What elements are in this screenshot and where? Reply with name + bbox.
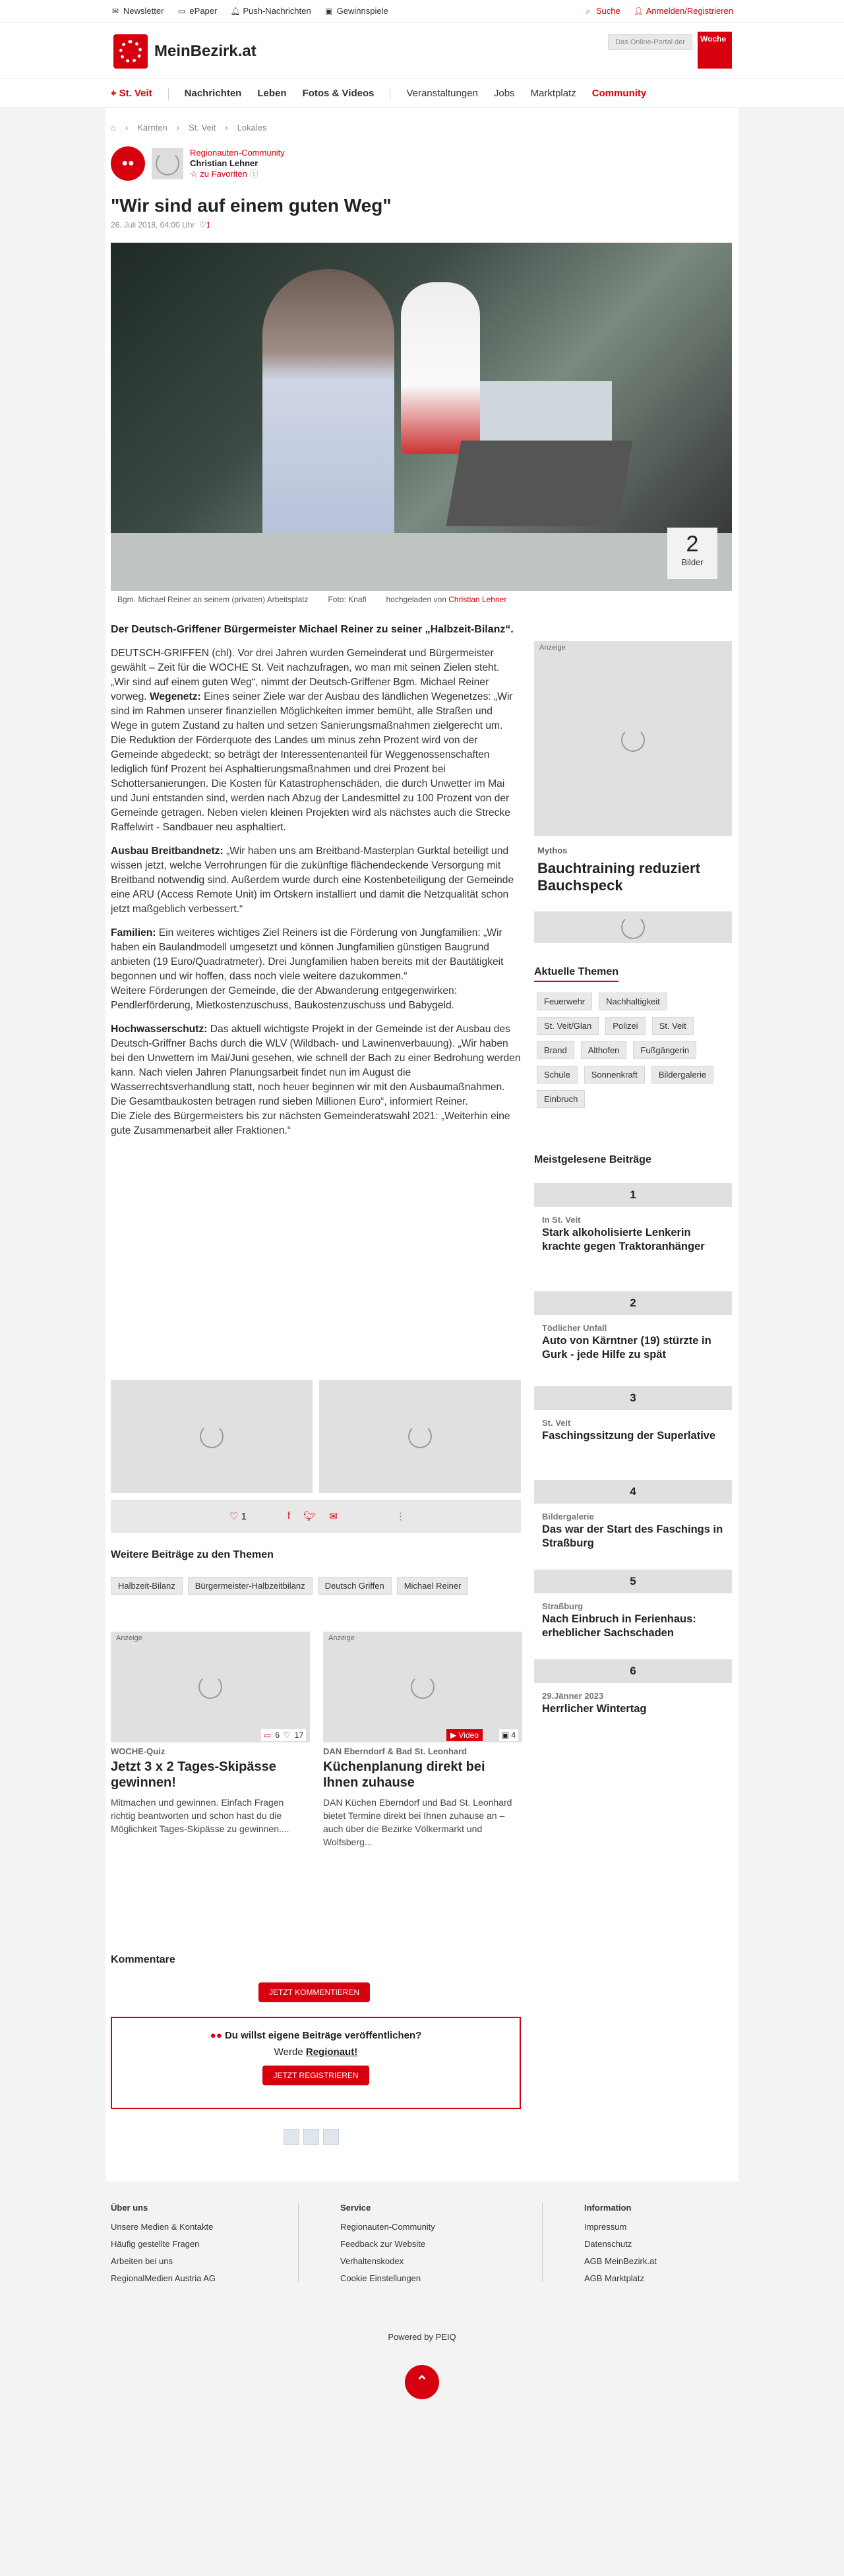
- gallery-image[interactable]: [319, 1380, 521, 1493]
- teaser-title[interactable]: Küchenplanung direkt bei Ihnen zuhause: [323, 1760, 485, 1790]
- topic-tag[interactable]: St. Veit: [652, 1017, 694, 1035]
- nav-community[interactable]: Community: [591, 88, 647, 99]
- topic-tag[interactable]: Brand: [537, 1041, 574, 1059]
- paragraph: Hochwasserschutz: Das aktuell wichtigste Projekt in der Gemeinde ist der Ausbau des Deutsch-Griffner Bachs durch die WLV (Wildbach- und Lawinenverbauung). „Wir haben bei den Unwettern im Mai/Juni gesehen, wie schnell der Bach zu einer Bedrohung werden kann. Nach vielen Jahren Planungsarbeit findet nun im August die Wasserrechtsverhandlung statt, noch heuer beginnen wir mit den Ausbaumaßnahmen. Die Gesamtbaukosten betragen rund sieben Millionen Euro“, informiert Reiner. Die Ziele des Bürgermeisters bis zur nächsten Gemeinderatswahl 2021: „Weiterhin eine gute Zusammenarbeit aller Fraktionen.“: [111, 1024, 521, 1136]
- footer-link[interactable]: Unsere Medien & Kontakte: [111, 2222, 214, 2232]
- breadcrumb-item[interactable]: St. Veit: [189, 123, 216, 133]
- ad-category: Mythos: [537, 845, 568, 855]
- popular-item[interactable]: 5 Straßburg Nach Einbruch in Ferienhaus: erheblicher Sachschaden: [534, 1570, 732, 1640]
- teaser-image[interactable]: Anzeige ▶ Video ▣ 4: [323, 1632, 522, 1742]
- footer-column: Über uns Unsere Medien & Kontakte Häufig gestellte Fragen Arbeiten bei uns RegionalMedien Austria AG: [111, 2203, 216, 2283]
- tag[interactable]: Halbzeit-Bilanz: [111, 1577, 183, 1595]
- star-icon: ☆: [190, 169, 200, 179]
- ad-title[interactable]: Bauchtraining reduziert Bauchspeck: [537, 860, 700, 894]
- loading-spinner: [408, 1425, 432, 1448]
- author-name[interactable]: Christian Lehner: [190, 158, 258, 168]
- nav-veranstaltungen[interactable]: Veranstaltungen: [406, 88, 478, 99]
- nav-marktplatz[interactable]: Marktplatz: [530, 88, 576, 99]
- heart-icon: ♡: [283, 1731, 291, 1740]
- loading-spinner: [200, 1425, 224, 1448]
- login-link[interactable]: 👤︎ Anmelden/Registrieren: [633, 6, 733, 16]
- camera-icon: ▣: [501, 1731, 512, 1740]
- like-button[interactable]: ♡ 1: [229, 1511, 247, 1522]
- search-link[interactable]: ⌕ Suche: [584, 6, 620, 16]
- video-badge: ▶ Video: [446, 1729, 483, 1741]
- tag[interactable]: Bürgermeister-Halbzeitbilanz: [188, 1577, 313, 1595]
- more-articles-title: Weitere Beiträge zu den Themen: [111, 1549, 274, 1560]
- article-body: [111, 623, 521, 1148]
- teaser-card[interactable]: [111, 1632, 310, 1835]
- topic-tag[interactable]: Feuerwehr: [537, 993, 592, 1010]
- community-icon: ●●: [210, 2030, 225, 2041]
- nav-divider: [168, 88, 169, 100]
- popular-title: Meistgelesene Beiträge: [534, 1154, 651, 1165]
- social-icon[interactable]: [303, 2129, 319, 2145]
- breadcrumb: [111, 123, 266, 133]
- nav-jobs[interactable]: Jobs: [493, 88, 515, 99]
- footer-divider: [542, 2203, 543, 2282]
- location-pin-icon: ⌖: [111, 88, 119, 99]
- paragraph: Familien: Ein weiteres wichtiges Ziel Reiners ist die Förderung von Jungfamilien: „Wir haben ein Baulandmodell umgesetzt und können Jungfamilien günstigen Baugrund anbieten (19 Euro/Quadratmeter). Drei Jungfamilien haben bereits mit der Bautätigkeit begonnen und wir hoffen, dass noch viele weitere dazukommen.“ Weitere Förderungen der Gemeinde, die der Abwanderung entgegenwirken: Pendlerförderung, Mietkostenzuschuss, Baukostenzuschuss und Babygeld.: [111, 927, 504, 1011]
- register-box: ●● Du willst eigene Beiträge veröffentlichen? Werde Regionaut! JETZT REGISTRIEREN: [111, 2017, 521, 2109]
- main-nav: [0, 78, 844, 108]
- loading-spinner: [621, 728, 645, 752]
- social-icon[interactable]: [323, 2129, 339, 2145]
- teaser-text: DAN Küchen Eberndorf und Bad St. Leonhard bietet Termine direkt bei Ihnen zuhause an – auch über die Bezirke Völkermarkt und Wolfsberg...: [323, 1797, 512, 1847]
- chevron-icon: ›: [125, 123, 129, 133]
- footer-link[interactable]: Datenschutz: [584, 2239, 632, 2249]
- community-logo[interactable]: ●●: [111, 146, 145, 181]
- footer-link[interactable]: Arbeiten bei uns: [111, 2256, 173, 2266]
- image-count: ▣ 4: [499, 1729, 518, 1741]
- author-box: [111, 146, 285, 181]
- image-count-badge[interactable]: 2 Bilder: [667, 528, 717, 579]
- regionaut-link[interactable]: Regionaut!: [305, 2046, 358, 2058]
- favorites-button[interactable]: ☆ zu Favoriten ⓘ: [190, 169, 258, 179]
- ad-loader: [534, 911, 732, 943]
- portal-tag: Das Online-Portal der: [608, 34, 692, 50]
- social-icon[interactable]: [284, 2129, 299, 2145]
- search-icon: ⌕: [586, 6, 591, 16]
- paragraph: DEUTSCH-GRIFFEN (chl). Vor drei Jahren wurden Gemeinderat und Bürgermeister gewählt – Zeit für die WOCHE St. Veit nachzufragen, wo man mit seinen Zielen steht. „Wir sind auf einem guten Weg“, nimmt der Deutsch-Griffener Bgm. Michael Reiner vorweg. Wegenetz: Eines seiner Ziele war der Ausbau des ländlichen Wegenetzes: „Wir sind im Rahmen unserer finanziellen Möglichkeiten immer bemüht, alle Straßen und Wege in gutem Zustand zu halten und setzen Sanierungsmaßnahmen zielgerecht um. Die Reduktion der Förderquote des Landes um minus zehn Prozent wird von der Gemeinde abgedeckt; so beträgt der Interessentenanteil für Weggenossenschaften lediglich fünf Prozent bei Asphaltierungsmaßnahmen und drei Prozent bei Schottersanierungen. Die Kosten für Katastrophenschäden, die durch Unwetter im Mai und Juni entstanden sind, werden nach Abzug der Landesmittel zu 100 Prozent von der Gemeinde getragen. Neben vielen kleinen Projekten wird als nächstes auch die Strecke Raffelwirt - Sandbauer neu asphaltiert.: [111, 648, 513, 833]
- topic-tag[interactable]: Fußgängerin: [633, 1041, 696, 1059]
- woche-logo: Woche: [698, 32, 732, 69]
- site-logo[interactable]: [113, 34, 256, 69]
- topics-title: Aktuelle Themen: [534, 966, 618, 982]
- double-chevron-up-icon: ⌃: [415, 2373, 429, 2389]
- chevron-icon: ›: [176, 123, 180, 133]
- comment-button[interactable]: JETZT KOMMENTIEREN: [258, 1982, 370, 2002]
- more-options-icon[interactable]: ⋮: [396, 1511, 406, 1522]
- topic-tag[interactable]: Polizei: [605, 1017, 645, 1035]
- breadcrumb-item[interactable]: Kärnten: [137, 123, 167, 133]
- gewinnspiele-link[interactable]: ▣ Gewinnspiele: [325, 6, 388, 16]
- footer-link[interactable]: RegionalMedien Austria AG: [111, 2273, 216, 2283]
- logo-icon: [113, 34, 148, 69]
- article-image[interactable]: [111, 243, 732, 591]
- teaser-text: Mitmachen und gewinnen. Einfach Fragen richtig beantworten und schon hast du die Möglichkeit Tages-Skipässe zu gewinnen....: [111, 1797, 289, 1834]
- teaser-category: DAN Eberndorf & Bad St. Leonhard: [323, 1746, 467, 1756]
- loading-spinner: [156, 152, 179, 175]
- powered-by[interactable]: Powered by PEIQ: [388, 2332, 456, 2342]
- footer-link[interactable]: Regionauten-Community: [340, 2222, 435, 2232]
- teaser-card[interactable]: [323, 1632, 522, 1849]
- footer-column: Service Regionauten-Community Feedback zur Website Verhaltenskodex Cookie Einstellungen: [340, 2203, 435, 2283]
- image-caption: Bgm. Michael Reiner an seinem (privaten) Arbeitsplatz Foto: Knafl hochgeladen von Christian Lehner: [117, 595, 507, 604]
- loading-spinner: [621, 915, 645, 939]
- topic-tag[interactable]: Althofen: [581, 1041, 627, 1059]
- sidebar-ad[interactable]: Anzeige: [534, 641, 732, 836]
- footer-column: Information Impressum Datenschutz AGB MeinBezirk.at AGB Marktplatz: [584, 2203, 657, 2283]
- play-icon: ▶: [450, 1731, 459, 1740]
- twitter-icon[interactable]: 🐦︎: [303, 1511, 316, 1522]
- nav-leben[interactable]: Leben: [257, 88, 287, 99]
- tag[interactable]: Deutsch Griffen: [318, 1577, 392, 1595]
- article-tags: [111, 1577, 521, 1595]
- scroll-to-top-button[interactable]: [405, 2365, 439, 2399]
- article-date: 26. Juli 2018, 04:00 Uhr ♡1: [111, 220, 211, 230]
- chevron-icon: ›: [225, 123, 228, 133]
- nav-location[interactable]: ⌖ St. Veit: [111, 88, 152, 99]
- footer-link[interactable]: AGB Marktplatz: [584, 2273, 645, 2283]
- teaser-image[interactable]: Anzeige ▭ 6 ♡ 17: [111, 1632, 310, 1742]
- site-name: MeinBezirk.at: [154, 42, 256, 60]
- topic-tag[interactable]: Schule: [537, 1066, 578, 1084]
- image-gallery: [111, 1380, 521, 1493]
- mail-share-icon[interactable]: ✉: [329, 1511, 338, 1522]
- topic-tag[interactable]: Nachhaltigkeit: [599, 993, 667, 1010]
- paper-icon: ▭: [177, 6, 186, 16]
- topic-tag[interactable]: Sonnenkraft: [584, 1066, 645, 1084]
- avatar[interactable]: [152, 148, 183, 179]
- bell-icon: 🔔︎: [230, 6, 241, 16]
- epaper-link[interactable]: ▭ ePaper: [177, 6, 218, 16]
- popular-item[interactable]: 1 In St. Veit Stark alkoholisierte Lenkerin krachte gegen Traktoranhänger: [534, 1183, 732, 1254]
- topic-tag[interactable]: Einbruch: [537, 1090, 585, 1108]
- footer-link[interactable]: AGB MeinBezirk.at: [584, 2256, 657, 2266]
- teaser-title[interactable]: Jetzt 3 x 2 Tages-Skipässe gewinnen!: [111, 1760, 276, 1790]
- breadcrumb-item[interactable]: Lokales: [237, 123, 267, 133]
- uploader-link[interactable]: Christian Lehner: [448, 595, 507, 604]
- topic-tag[interactable]: Bildergalerie: [651, 1066, 713, 1084]
- loading-spinner: [411, 1675, 435, 1699]
- footer-link[interactable]: Cookie Einstellungen: [340, 2273, 421, 2283]
- teaser-category: WOCHE-Quiz: [111, 1746, 166, 1756]
- article-title: "Wir sind auf einem guten Weg": [111, 195, 392, 216]
- heart-icon[interactable]: ♡: [199, 220, 206, 230]
- woche-brand[interactable]: [608, 32, 732, 69]
- tag[interactable]: Michael Reiner: [397, 1577, 469, 1595]
- info-icon: ⓘ: [247, 169, 258, 179]
- community-link[interactable]: Regionauten-Community: [190, 148, 285, 158]
- article-actions: [111, 1500, 521, 1533]
- paragraph: Ausbau Breitbandnetz: „Wir haben uns am Breitband-Masterplan Gurktal beteiligt und wissen jetzt, welche Verrohrungen für die zukünftige flächendeckende Versorgung mit Breitband notwendig sind. Außerdem wurde durch eine Kostenbeteiligung der Gemeinde eine ARU (Access Remote Unit) im Ortskern installiert und damit die Netzqualität schon jetzt maßgeblich verbessert.“: [111, 845, 514, 915]
- mail-icon: ✉: [111, 6, 119, 16]
- register-button[interactable]: JETZT REGISTRIEREN: [262, 2066, 369, 2085]
- footer-link[interactable]: Häufig gestellte Fragen: [111, 2239, 200, 2249]
- site-header: [0, 22, 844, 78]
- gallery-image[interactable]: [111, 1380, 313, 1493]
- topic-tag[interactable]: St. Veit/Glan: [537, 1017, 599, 1035]
- home-icon[interactable]: ⌂: [111, 123, 116, 133]
- footer-link[interactable]: Feedback zur Website: [340, 2239, 426, 2249]
- loading-spinner: [198, 1675, 222, 1699]
- comment-icon: ▭: [263, 1731, 272, 1740]
- push-link[interactable]: 🔔︎ Push-Nachrichten: [230, 6, 311, 16]
- comments-title: Kommentare: [111, 1954, 175, 1965]
- newsletter-link[interactable]: ✉ Newsletter: [111, 6, 164, 16]
- gift-icon: ▣: [325, 6, 333, 16]
- facebook-icon[interactable]: f: [287, 1510, 291, 1521]
- top-bar: [0, 0, 844, 22]
- article-lead: Der Deutsch-Griffener Bürgermeister Michael Reiner zu seiner „Halbzeit-Bilanz“.: [111, 624, 514, 635]
- popular-item[interactable]: 4 Bildergalerie Das war der Start des Faschings in Straßburg: [534, 1480, 732, 1550]
- footer-divider: [298, 2203, 299, 2282]
- popular-item[interactable]: 2 Tödlicher Unfall Auto von Kärntner (19) stürzte in Gurk - jede Hilfe zu spät: [534, 1291, 732, 1362]
- nav-nachrichten[interactable]: Nachrichten: [184, 88, 242, 99]
- popular-item[interactable]: 3 St. Veit Faschingssitzung der Superlative: [534, 1386, 732, 1443]
- footer-link[interactable]: Impressum: [584, 2222, 627, 2232]
- social-icons: [284, 2129, 339, 2145]
- popular-item[interactable]: 6 29.Jänner 2023 Herrlicher Wintertag: [534, 1659, 732, 1716]
- nav-fotos-videos[interactable]: Fotos & Videos: [302, 88, 375, 99]
- footer-link[interactable]: Verhaltenskodex: [340, 2256, 404, 2266]
- user-icon: 👤︎: [633, 6, 644, 16]
- topics-list: [537, 993, 728, 1108]
